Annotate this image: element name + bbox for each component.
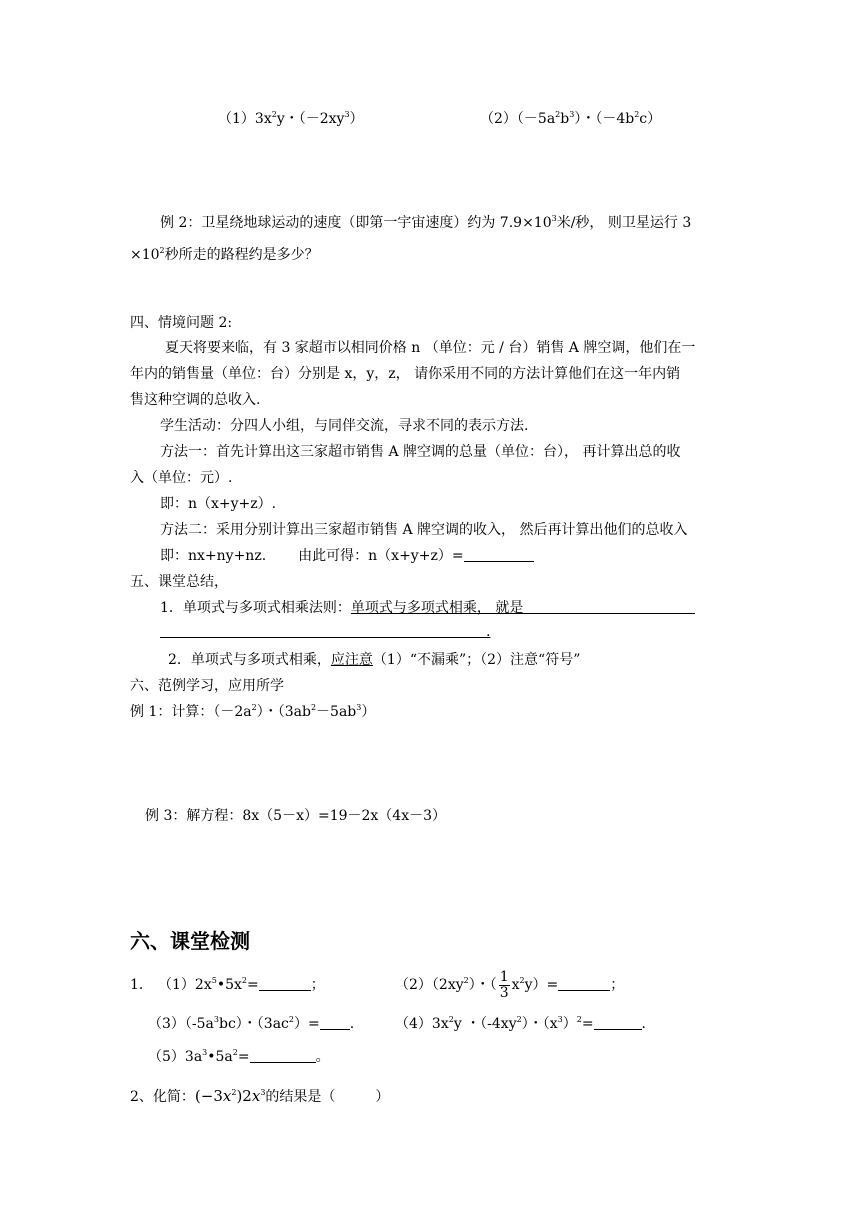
q1-blank-1[interactable] [259, 976, 311, 991]
expr-2: $(2)(-5a^2b^3)$・$(-4b^2c)$ [480, 110, 662, 127]
example-3: 例 3：解方程：8x（5－x）=19－2x（4x－3） [145, 808, 447, 824]
q1-blank-3[interactable] [320, 1015, 350, 1030]
section-4-para-2: 年内的销售量（单位：台）分别是 x，y，z， 请你采用不同的方法计算他们在这一年内销 [130, 366, 681, 382]
section-4-para-1: 夏天将要来临，有 3 家超市以相同价格 n （单位：元 / 台）销售 A 牌空调，他们在一 [165, 340, 696, 356]
method-2-line-2: 即：nx+ny+nz. 由此可得：n（x+y+z）= [160, 546, 534, 566]
question-1-number: 1． [130, 977, 153, 993]
q1-blank-2[interactable] [558, 976, 610, 991]
question-1-part-3: $(3)(-5a^3bc)$・$(3ac^2)=$ . [148, 1015, 355, 1032]
method-1-line-2: 入（单位：元）. [130, 470, 233, 486]
rule-2: 2．单项式与多项式相乘，应注意（1）“不漏乘”；（2）注意“符号” [168, 652, 581, 668]
question-1-part-1: $(1)2x^5•5x^2=$ ； [158, 976, 325, 993]
question-1-part-2: $(2)(2xy^2)$・（ $\frac{1}{3}$ $x^2y)=$ ； [395, 968, 625, 1001]
simplify-expression: $(-3x^2)2x^3$ [194, 1087, 266, 1105]
rule-blank-2[interactable] [160, 623, 486, 638]
student-activity: 学生活动：分四人小组，与同伴交流，寻求不同的表示方法. [160, 418, 529, 434]
question-1-part-5: $(5)3a^3•5a^2=$ 。 [148, 1048, 330, 1065]
method-1-result: 即：n（x+y+z）. [160, 496, 277, 512]
section-6-title: 六、范例学习，应用所学 [130, 678, 284, 694]
example-2-line-2: $\times 10^2$秒所走的路程约是多少？ [130, 246, 319, 263]
section-4-title: 四、情境问题 2: [130, 315, 233, 331]
section-4-para-3: 售这种空调的总收入. [130, 392, 261, 408]
rule-blank-1[interactable] [523, 599, 695, 614]
method-2-line-1: 方法二：采用分别计算出三家超市销售 A 牌空调的收入， 然后再计算出他们的总收入 [160, 522, 688, 538]
question-2: 2、化简：$(-3x^2)2x^3$的结果是（ ） [130, 1087, 390, 1105]
q1-blank-5[interactable] [250, 1048, 316, 1063]
answer-blank[interactable] [464, 547, 534, 562]
fraction-one-third: $\frac{1}{3}$ [499, 968, 509, 1001]
example-2-line-1: 例 2：卫星绕地球运动的速度（即第一宇宙速度）约为 $7.9\times 10^3$米/秒， 则卫星运行 3 [160, 214, 692, 231]
rule-1-line-2: . [160, 622, 490, 642]
question-1-part-4: $(4)3x^2y$ ・$(-4xy^2)$・$(x^3)^2=$ . [395, 1015, 646, 1032]
method-1-line-1: 方法一：首先计算出这三家超市销售 A 牌空调的总量（单位：台）， 再计算出总的收 [160, 444, 681, 460]
class-test-title: 六、课堂检测 [130, 929, 250, 953]
expr-1: $(1)3x^2y$・$(-2xy^3)$ [218, 110, 364, 127]
rule-1-line-1: 1．单项式与多项式相乘法则：单项式与多项式相乘， 就是 [160, 598, 695, 618]
example-1: 例 1：计算：$(-2a^2)$・$(3ab^2-5ab^3)$ [130, 703, 376, 720]
section-5-title: 五、课堂总结， [130, 574, 228, 590]
q1-blank-4[interactable] [594, 1015, 642, 1030]
